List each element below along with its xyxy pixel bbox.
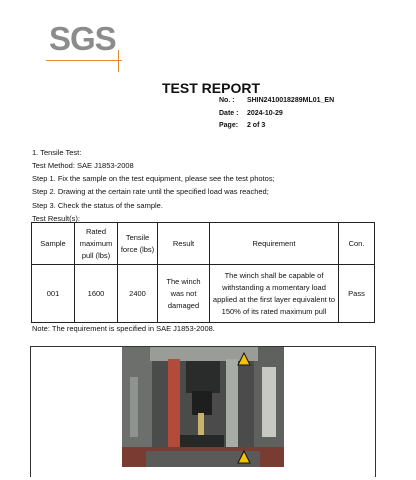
sgs-logo xyxy=(46,20,126,60)
step-1: Step 1. Fix the sample on the test equipment, please see the test photos; xyxy=(32,174,275,183)
cell-requirement: The winch shall be capable of withstanding a momentary load applied at the first layer equivalent to 150% of its rated maximum pull xyxy=(210,265,339,323)
report-number-value: SHIN2410018289ML01_EN xyxy=(246,97,335,104)
requirement-note: Note: The requirement is specified in SAE J1853-2008. xyxy=(32,324,215,333)
header-tensile-force: Tensile force (lbs) xyxy=(118,223,158,265)
report-number-label: No. : xyxy=(219,97,235,104)
cell-tensile-force: 2400 xyxy=(118,265,158,323)
report-page-label: Page: xyxy=(219,122,239,129)
results-label: Test Result(s): xyxy=(32,214,80,223)
section-heading: 1. Tensile Test: xyxy=(32,148,82,157)
report-date-label: Date : xyxy=(219,110,239,117)
report-page-line xyxy=(219,122,265,129)
report-page-value: 2 of 3 xyxy=(246,122,266,129)
header-requirement: Requirement xyxy=(210,223,339,265)
sgs-logo-text: SGS xyxy=(49,20,116,57)
table-row xyxy=(32,265,375,323)
header-rated-max-pull: Rated maximum pull (lbs) xyxy=(75,223,118,265)
logo-underline xyxy=(46,60,122,61)
table-header-row xyxy=(32,223,375,265)
header-conclusion: Con. xyxy=(339,223,375,265)
cell-conclusion: Pass xyxy=(339,265,375,323)
page-title: TEST REPORT xyxy=(162,80,261,96)
report-date-value: 2024-10-29 xyxy=(246,110,283,117)
cell-rated-max-pull: 1600 xyxy=(75,265,118,323)
step-3: Step 3. Check the status of the sample. xyxy=(32,201,163,210)
logo-tick xyxy=(118,50,119,72)
step-2: Step 2. Drawing at the certain rate until the specified load was reached; xyxy=(32,187,269,196)
test-photo xyxy=(122,347,284,467)
test-method: Test Method: SAE J1853-2008 xyxy=(32,161,134,170)
header-sample: Sample xyxy=(32,223,75,265)
cell-sample: 001 xyxy=(32,265,75,323)
report-date-line xyxy=(219,110,283,117)
results-table xyxy=(31,222,375,323)
test-equipment-illustration xyxy=(122,347,284,467)
header-result: Result xyxy=(158,223,210,265)
report-number-line xyxy=(219,97,334,104)
cell-result: The winch was not damaged xyxy=(158,265,210,323)
